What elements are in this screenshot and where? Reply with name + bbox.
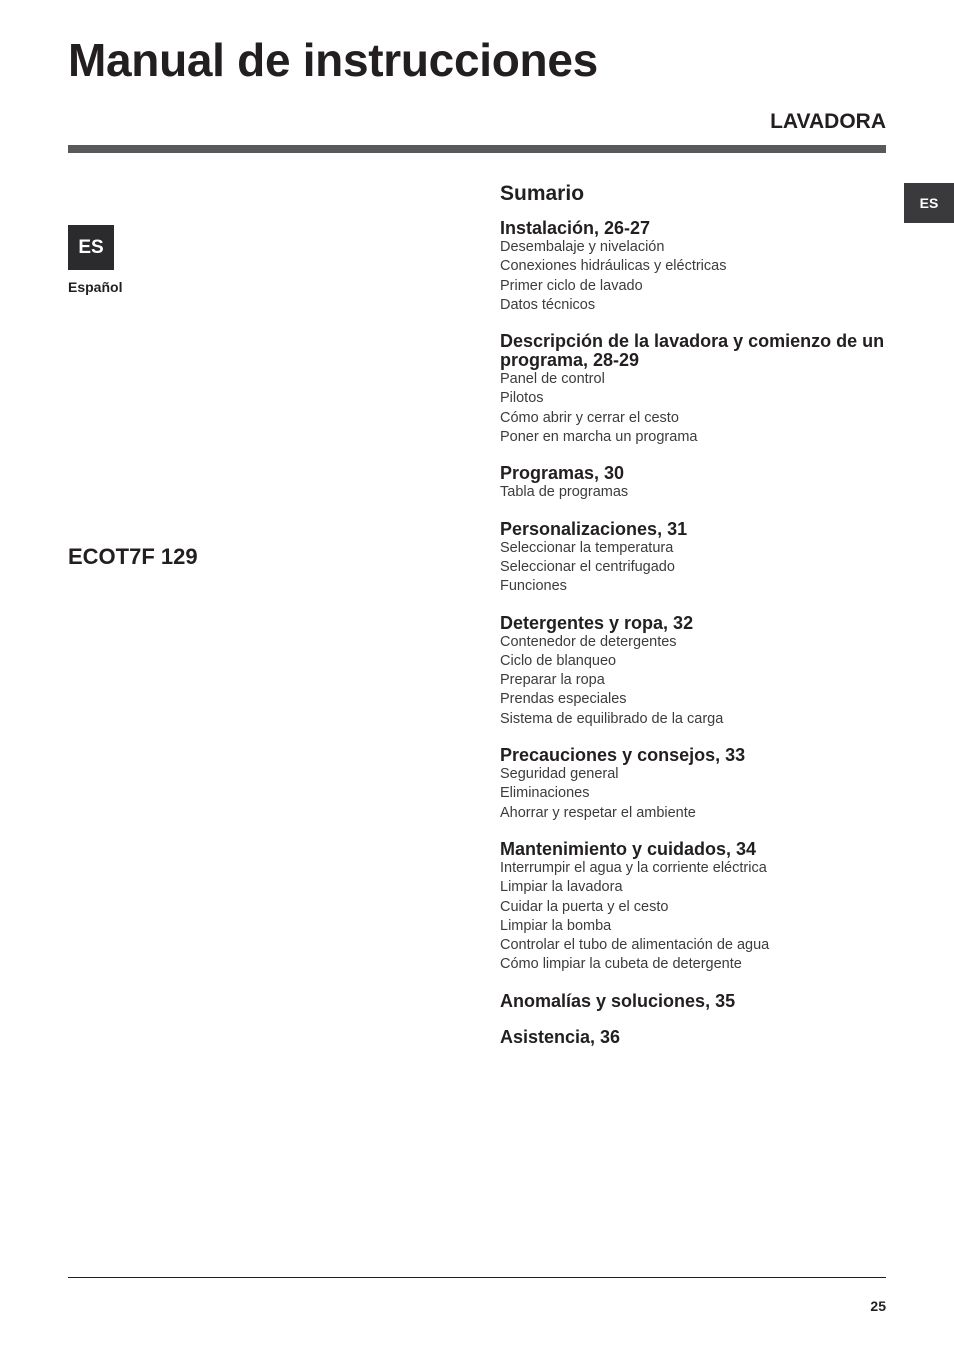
toc-subitem: Cómo abrir y cerrar el cesto xyxy=(500,409,679,426)
table-of-contents xyxy=(500,180,886,1064)
toc-subitem: Cuidar la puerta y el cesto xyxy=(500,898,669,915)
toc-subitem: Conexiones hidráulicas y eléctricas xyxy=(500,258,727,275)
toc-subitem: Pilotos xyxy=(500,390,544,407)
language-badge xyxy=(68,225,114,270)
language-code: ES xyxy=(78,236,104,258)
toc-subitem: Ciclo de blanqueo xyxy=(500,652,617,669)
toc-subitem: Tabla de programas xyxy=(500,484,629,501)
toc-section-heading: Anomalías y soluciones, 35 xyxy=(500,990,736,1011)
language-side-tab xyxy=(904,183,954,223)
page-number: 25 xyxy=(870,1298,886,1314)
toc-subitem: Sistema de equilibrado de la carga xyxy=(500,710,724,727)
language-name: Español xyxy=(68,279,123,295)
toc-section-heading: Mantenimiento y cuidados, 34 xyxy=(500,838,757,859)
toc-section-heading: Asistencia, 36 xyxy=(500,1026,621,1047)
footer-divider xyxy=(68,1277,886,1278)
toc-sections xyxy=(500,219,886,1047)
toc-section-heading: Programas, 30 xyxy=(500,463,625,484)
toc-section xyxy=(500,332,886,447)
toc-subitem: Eliminaciones xyxy=(500,785,590,802)
toc-title: Sumario xyxy=(500,182,585,205)
toc-section-heading: Personalizaciones, 31 xyxy=(500,518,688,539)
toc-subitem: Preparar la ropa xyxy=(500,672,605,689)
toc-subitem: Panel de control xyxy=(500,371,605,388)
toc-subitem: Limpiar la bomba xyxy=(500,917,612,934)
toc-section xyxy=(500,614,886,729)
toc-subitem: Controlar el tubo de alimentación de agua xyxy=(500,937,770,954)
toc-section xyxy=(500,992,886,1011)
toc-section xyxy=(500,1028,886,1047)
toc-subitem: Seleccionar la temperatura xyxy=(500,539,674,556)
toc-section-heading: Instalación, 26-27 xyxy=(500,218,651,238)
toc-subitem: Prendas especiales xyxy=(500,691,627,708)
product-type-label: LAVADORA xyxy=(770,110,886,133)
toc-section xyxy=(500,520,886,597)
toc-section xyxy=(500,219,886,315)
toc-section xyxy=(500,746,886,823)
toc-subitem: Funciones xyxy=(500,578,567,595)
side-tab-label: ES xyxy=(919,195,939,211)
toc-section-heading: Precauciones y consejos, 33 xyxy=(500,745,746,766)
toc-section xyxy=(500,464,886,502)
toc-subitem: Contenedor de detergentes xyxy=(500,633,677,650)
model-number: ECOT7F 129 xyxy=(68,544,198,569)
toc-section xyxy=(500,840,886,975)
toc-subitem: Ahorrar y respetar el ambiente xyxy=(500,804,696,821)
toc-subitem: Cómo limpiar la cubeta de detergente xyxy=(500,956,742,973)
toc-subitem: Primer ciclo de lavado xyxy=(500,277,643,294)
toc-subitem: Seguridad general xyxy=(500,766,619,783)
header-divider xyxy=(68,145,886,153)
toc-subitem: Limpiar la lavadora xyxy=(500,879,623,896)
page-title: Manual de instrucciones xyxy=(68,34,598,86)
toc-subitem: Seleccionar el centrifugado xyxy=(500,558,675,575)
toc-subitem: Desembalaje y nivelación xyxy=(500,239,665,255)
toc-subitem: Datos técnicos xyxy=(500,296,596,313)
toc-subitem: Poner en marcha un programa xyxy=(500,429,698,446)
toc-subitem: Interrumpir el agua y la corriente eléctrica xyxy=(500,859,767,876)
toc-section-heading: Descripción de la lavadora y comienzo de un programa, 28-29 xyxy=(500,331,885,371)
toc-section-heading: Detergentes y ropa, 32 xyxy=(500,612,694,633)
